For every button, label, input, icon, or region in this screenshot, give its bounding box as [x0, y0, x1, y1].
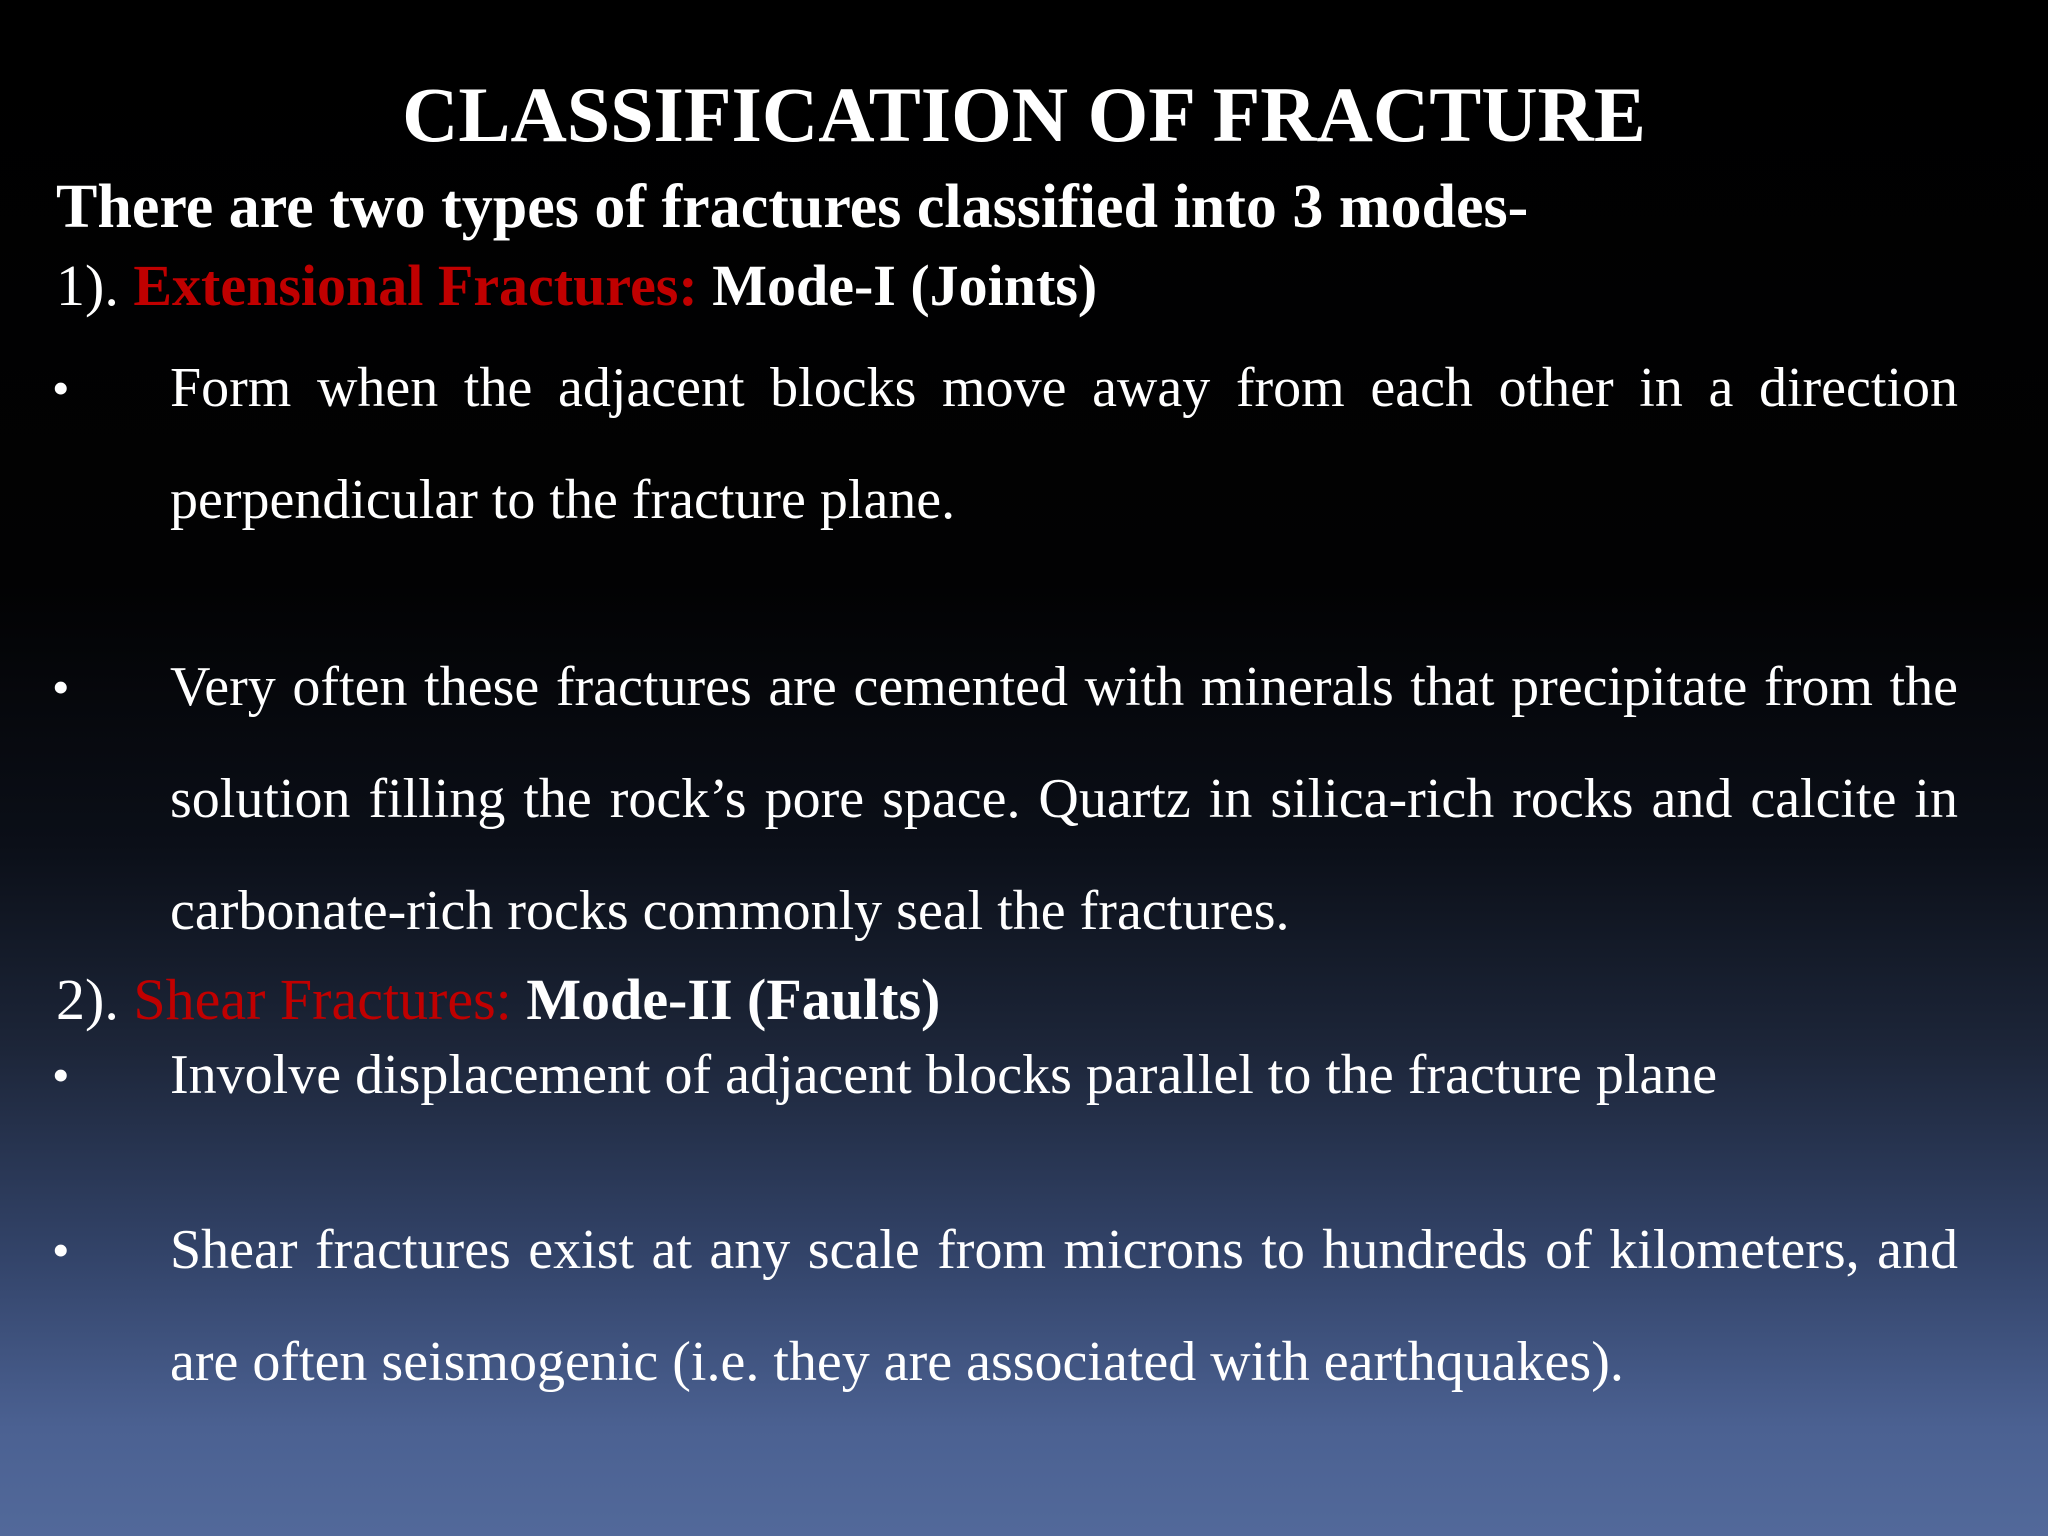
bullet-text: Involve displacement of adjacent blocks parallel to the fracture plane — [170, 1044, 1718, 1106]
bullet-text: Form when the adjacent blocks move away from each other in a direction perpendicular to the fracture plane. — [170, 357, 1958, 531]
section-heading-shear — [56, 964, 940, 1036]
section-label: Shear Fractures: — [133, 967, 512, 1032]
bullet-icon: • — [52, 360, 70, 416]
section-mode: Mode-II (Faults) — [526, 967, 941, 1032]
slide-title: CLASSIFICATION OF FRACTURE — [402, 71, 1646, 158]
bullet-icon: • — [52, 659, 70, 715]
section-heading-extensional — [56, 250, 1097, 322]
bullet-text: Very often these fractures are cemented with minerals that precipitate from the solution filling the rock’s pore space. Quartz in silica-rich rocks and calcite in carbonate-rich rocks commonly seal the fractures. — [170, 656, 1958, 942]
section-label: Extensional Fractures: — [133, 253, 698, 318]
bullet-item — [52, 332, 1958, 556]
bullet-item — [52, 1194, 1958, 1418]
bullet-text: Shear fractures exist at any scale from microns to hundreds of kilometers, and are often seismogenic (i.e. they are associated with earthquakes). — [170, 1219, 1958, 1393]
section-number: 1). — [56, 253, 119, 318]
bullet-icon: • — [52, 1047, 70, 1103]
bullet-icon: • — [52, 1222, 70, 1278]
intro-text: There are two types of fractures classified into 3 modes- — [56, 173, 1529, 241]
section-mode: Mode-I (Joints) — [712, 253, 1098, 318]
bullet-item — [52, 631, 1958, 967]
bullet-item — [52, 1035, 1958, 1115]
section-number: 2). — [56, 967, 119, 1032]
